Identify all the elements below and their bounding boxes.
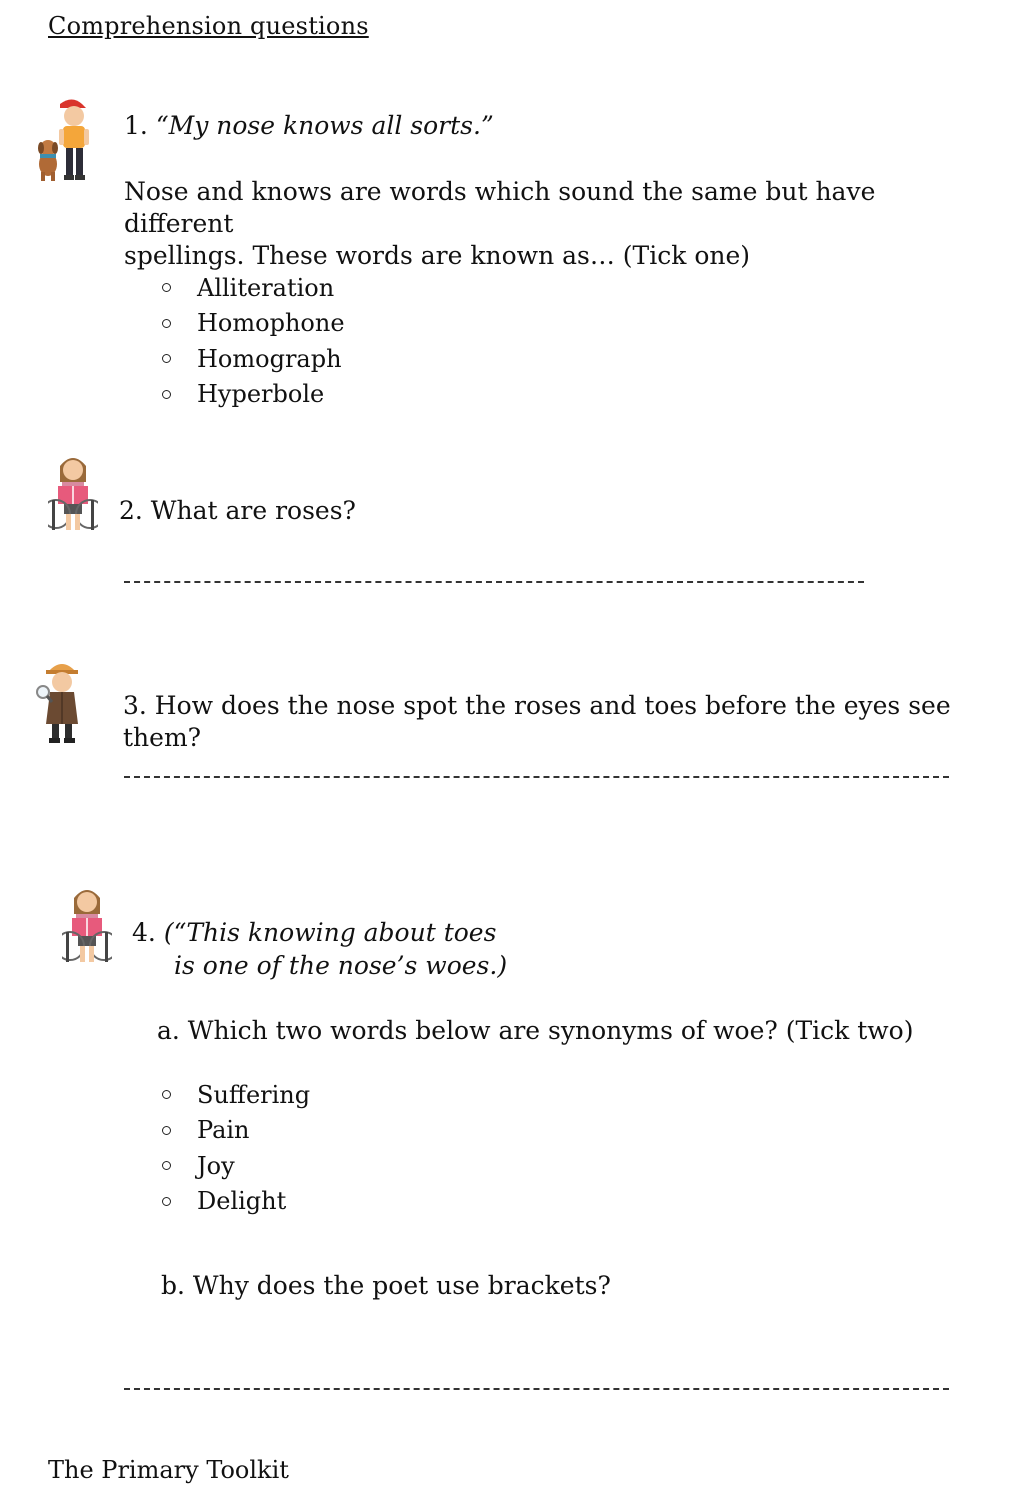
question-3-text: 3. How does the nose spot the roses and toes before the eyes see them? bbox=[123, 691, 951, 752]
checkbox-circle-icon[interactable] bbox=[162, 1126, 171, 1135]
question-4-quote-line-2: is one of the nose’s woes.) bbox=[174, 951, 508, 980]
question-1-quote: “My nose knows all sorts.” bbox=[155, 111, 494, 140]
question-1-prompt-line-2: spellings. These words are known as… (Tick one) bbox=[124, 241, 751, 270]
girl-in-wheelchair-reading-icon bbox=[48, 452, 98, 534]
boy-with-dog-icon bbox=[36, 96, 94, 184]
radio-circle-icon[interactable] bbox=[162, 354, 171, 363]
option-label: Alliteration bbox=[197, 273, 335, 302]
option-label: Suffering bbox=[197, 1080, 311, 1109]
page-title: Comprehension questions bbox=[48, 12, 369, 40]
question-1-option[interactable] bbox=[162, 306, 345, 342]
question-1-options bbox=[162, 270, 345, 412]
radio-circle-icon[interactable] bbox=[162, 283, 171, 292]
question-1-option[interactable] bbox=[162, 270, 345, 306]
question-4a-option[interactable] bbox=[162, 1077, 310, 1113]
checkbox-circle-icon[interactable] bbox=[162, 1161, 171, 1170]
checkbox-circle-icon[interactable] bbox=[162, 1197, 171, 1206]
radio-circle-icon[interactable] bbox=[162, 319, 171, 328]
option-label: Pain bbox=[197, 1116, 250, 1145]
question-1-heading bbox=[124, 110, 494, 142]
question-1-prompt bbox=[124, 176, 924, 272]
option-label: Homograph bbox=[197, 344, 342, 373]
detective-with-magnifier-icon bbox=[36, 658, 90, 746]
footer-brand: The Primary Toolkit bbox=[48, 1456, 289, 1484]
option-label: Joy bbox=[197, 1151, 235, 1180]
question-1-option[interactable] bbox=[162, 341, 345, 377]
question-4a-option[interactable] bbox=[162, 1184, 310, 1220]
option-label: Hyperbole bbox=[197, 380, 325, 409]
question-4a-option[interactable] bbox=[162, 1113, 310, 1149]
question-4b-text: b. Why does the poet use brackets? bbox=[161, 1271, 611, 1300]
question-1-option[interactable] bbox=[162, 377, 345, 413]
girl-in-wheelchair-reading-icon bbox=[62, 884, 112, 966]
question-4a-option[interactable] bbox=[162, 1148, 310, 1184]
checkbox-circle-icon[interactable] bbox=[162, 1090, 171, 1099]
question-4-heading bbox=[132, 917, 496, 949]
option-label: Homophone bbox=[197, 309, 345, 338]
question-2-answer-line[interactable] bbox=[124, 581, 864, 583]
radio-circle-icon[interactable] bbox=[162, 390, 171, 399]
question-2-text: 2. What are roses? bbox=[119, 496, 356, 525]
question-4a-text: a. Which two words below are synonyms of woe? (Tick two) bbox=[157, 1016, 914, 1045]
question-4b-answer-line[interactable] bbox=[124, 1388, 949, 1390]
question-4a-options bbox=[162, 1077, 310, 1219]
option-label: Delight bbox=[197, 1187, 287, 1216]
question-1-number: 1. bbox=[124, 111, 148, 140]
question-4-number: 4. bbox=[132, 918, 156, 947]
question-4-quote-line-1: (“This knowing about toes bbox=[163, 918, 497, 947]
question-3-answer-line[interactable] bbox=[124, 776, 949, 778]
question-1-prompt-line-1: Nose and knows are words which sound the same but have different bbox=[124, 177, 876, 238]
